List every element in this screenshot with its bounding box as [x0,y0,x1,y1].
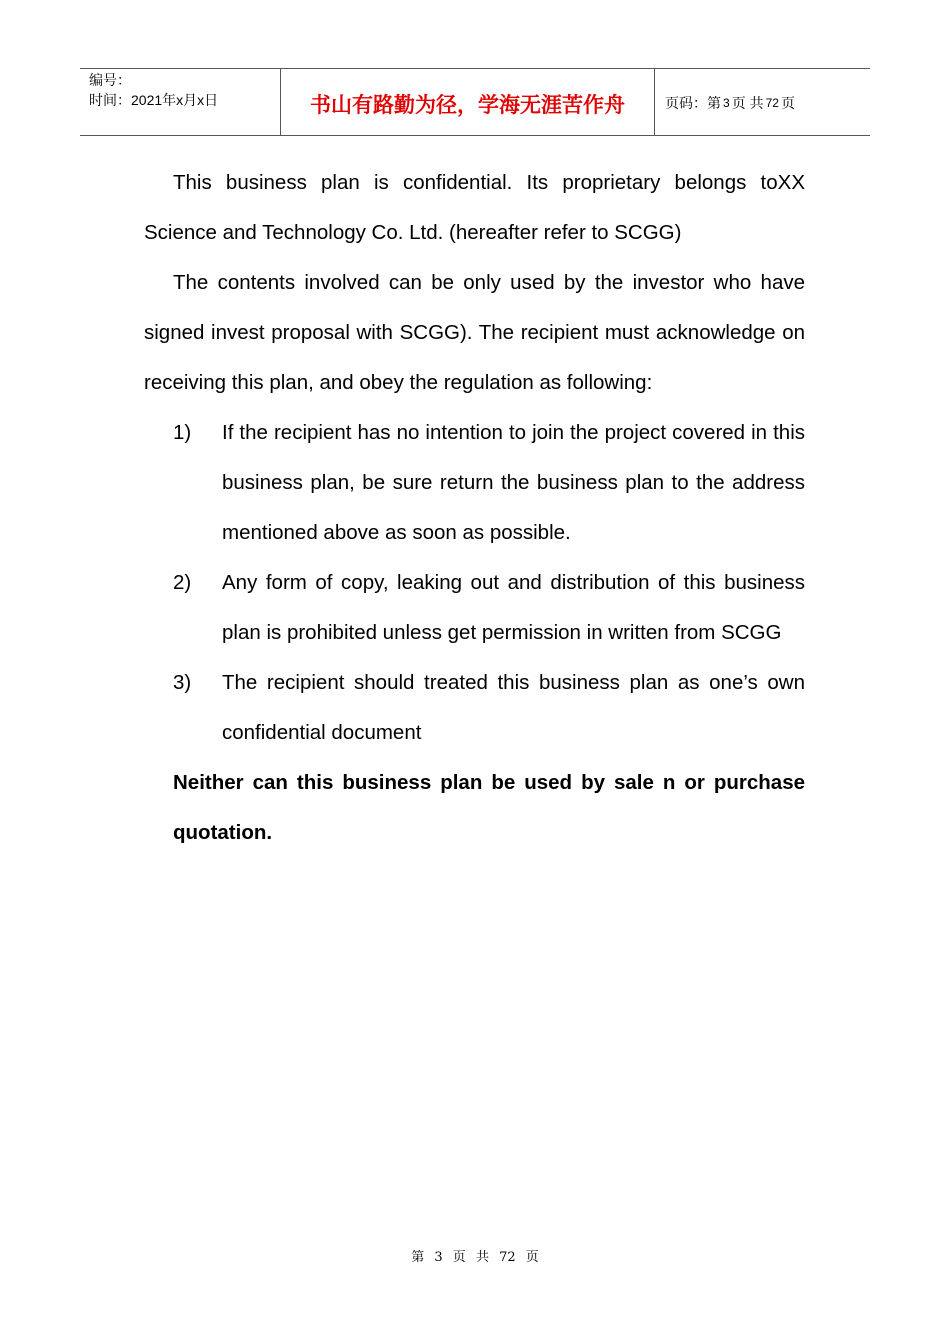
list-text: Any form of copy, leaking out and distribution of this business plan is prohibited unless get permission in written from SCGG [222,571,805,644]
paragraph-confidential: This business plan is confidential. Its proprietary belongs toXX Science and Technology Co. Ltd. (hereafter refer to SCGG) [144,171,805,244]
page-suffix: 页 [780,95,795,111]
list-text: The recipient should treated this business plan as one’s own confidential document [222,671,805,744]
paragraph-usage: The contents involved can be only used by the investor who have signed invest proposal with SCGG). The recipient must acknowledge on receiving this plan, and obey the regulation as following: [144,271,805,394]
document-body [144,158,805,858]
document-number-label: 编号： [89,72,131,88]
footer-ye: 页 [452,1250,466,1265]
list-number: 3) [173,671,192,694]
list-text: If the recipient has no intention to join the project covered in this business plan, be sure return the business plan to the address mentioned above as soon as possible. [222,421,805,544]
page-total: 72 [765,96,779,110]
footer-total: 72 [499,1250,516,1265]
document-date-label: 时间：2021年x月x日 [89,92,219,108]
closing-statement: Neither can this business plan be used by sale n or purchase quotation. [173,771,805,844]
page-footer [0,1246,950,1265]
page-current: 3 [723,96,730,110]
page-mid: 页 共 [731,95,764,111]
list-item [144,658,805,758]
footer-gong: 共 [475,1250,489,1265]
list-item [144,558,805,658]
list-item [144,408,805,558]
header-page-info [655,69,870,135]
header-motto: 书山有路勤为径，学海无涯苦作舟 [281,69,655,135]
header-left-cell [80,69,281,135]
page-prefix: 页码：第 [665,95,721,111]
page-header [80,68,870,136]
footer-ye2: 页 [525,1250,539,1265]
footer-di: 第 [411,1250,425,1265]
list-number: 2) [173,571,192,594]
list-number: 1) [173,421,192,444]
footer-page: 3 [434,1250,443,1265]
